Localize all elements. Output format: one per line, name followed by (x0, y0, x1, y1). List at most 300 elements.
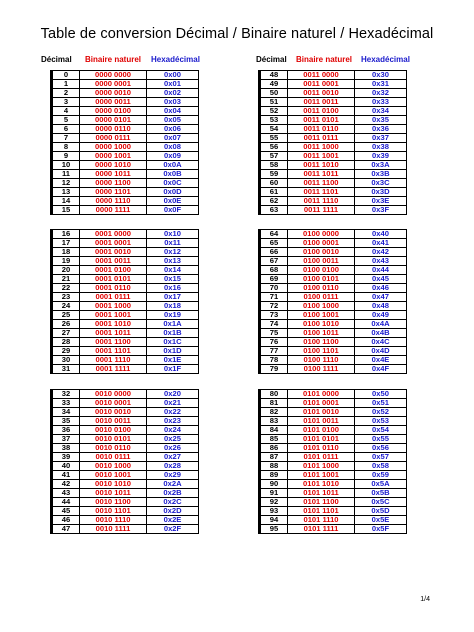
decimal-cell: 40 (52, 462, 80, 471)
decimal-cell: 94 (260, 516, 288, 525)
table-row (52, 356, 199, 365)
table-row (52, 453, 199, 462)
table-row (52, 125, 199, 134)
hex-cell: 0x0B (147, 170, 199, 179)
table-row (52, 338, 199, 347)
table-row (52, 188, 199, 197)
binary-cell: 0011 1101 (288, 188, 355, 197)
hex-cell: 0x4C (355, 338, 407, 347)
table-row (260, 365, 407, 374)
hex-cell: 0x40 (355, 230, 407, 239)
decimal-cell: 92 (260, 498, 288, 507)
decimal-cell: 75 (260, 329, 288, 338)
conversion-table (50, 229, 199, 374)
decimal-cell: 85 (260, 435, 288, 444)
binary-cell: 0011 0100 (288, 107, 355, 116)
decimal-cell: 21 (52, 275, 80, 284)
table-row (260, 152, 407, 161)
hex-cell: 0x13 (147, 257, 199, 266)
binary-cell: 0000 0111 (80, 134, 147, 143)
hex-cell: 0x38 (355, 143, 407, 152)
header-binary: Binaire naturel (85, 55, 142, 64)
decimal-cell: 45 (52, 507, 80, 516)
table-row (52, 107, 199, 116)
table-row (260, 471, 407, 480)
decimal-cell: 22 (52, 284, 80, 293)
hex-cell: 0x48 (355, 302, 407, 311)
binary-cell: 0000 1101 (80, 188, 147, 197)
hex-cell: 0x36 (355, 125, 407, 134)
table-row (52, 197, 199, 206)
hex-cell: 0x18 (147, 302, 199, 311)
decimal-cell: 41 (52, 471, 80, 480)
table-row (260, 356, 407, 365)
hex-cell: 0x17 (147, 293, 199, 302)
table-row (260, 302, 407, 311)
hex-cell: 0x54 (355, 426, 407, 435)
hex-cell: 0x28 (147, 462, 199, 471)
decimal-cell: 16 (52, 230, 80, 239)
table-row (260, 284, 407, 293)
hex-cell: 0x4E (355, 356, 407, 365)
table-row (52, 507, 199, 516)
binary-cell: 0010 0000 (80, 390, 147, 399)
decimal-cell: 10 (52, 161, 80, 170)
hex-cell: 0x3F (355, 206, 407, 215)
table-row (260, 347, 407, 356)
binary-cell: 0101 0000 (288, 390, 355, 399)
binary-cell: 0000 1000 (80, 143, 147, 152)
decimal-cell: 36 (52, 426, 80, 435)
hex-cell: 0x21 (147, 399, 199, 408)
decimal-cell: 26 (52, 320, 80, 329)
decimal-cell: 1 (52, 80, 80, 89)
binary-cell: 0001 0101 (80, 275, 147, 284)
hex-cell: 0x06 (147, 125, 199, 134)
hex-cell: 0x53 (355, 417, 407, 426)
hex-cell: 0x44 (355, 266, 407, 275)
table-row (52, 311, 199, 320)
decimal-cell: 5 (52, 116, 80, 125)
table-row (52, 116, 199, 125)
decimal-cell: 38 (52, 444, 80, 453)
binary-cell: 0000 0011 (80, 98, 147, 107)
hex-cell: 0x1F (147, 365, 199, 374)
table-row (52, 462, 199, 471)
decimal-cell: 54 (260, 125, 288, 134)
binary-cell: 0101 1000 (288, 462, 355, 471)
table-row (260, 516, 407, 525)
table-row (52, 206, 199, 215)
table-row (52, 489, 199, 498)
hex-cell: 0x4A (355, 320, 407, 329)
decimal-cell: 31 (52, 365, 80, 374)
table-row (52, 426, 199, 435)
decimal-cell: 39 (52, 453, 80, 462)
hex-cell: 0x16 (147, 284, 199, 293)
hex-cell: 0x59 (355, 471, 407, 480)
hex-cell: 0x49 (355, 311, 407, 320)
binary-cell: 0000 1010 (80, 161, 147, 170)
table-row (52, 248, 199, 257)
binary-cell: 0010 0100 (80, 426, 147, 435)
binary-cell: 0001 0000 (80, 230, 147, 239)
binary-cell: 0100 1011 (288, 329, 355, 338)
hex-cell: 0x50 (355, 390, 407, 399)
table-row (260, 275, 407, 284)
decimal-cell: 78 (260, 356, 288, 365)
decimal-cell: 82 (260, 408, 288, 417)
binary-cell: 0000 1110 (80, 197, 147, 206)
hex-cell: 0x03 (147, 98, 199, 107)
decimal-cell: 11 (52, 170, 80, 179)
decimal-cell: 93 (260, 507, 288, 516)
table-row (260, 426, 407, 435)
binary-cell: 0101 1110 (288, 516, 355, 525)
table-row (52, 80, 199, 89)
hex-cell: 0x42 (355, 248, 407, 257)
decimal-cell: 13 (52, 188, 80, 197)
binary-cell: 0010 1101 (80, 507, 147, 516)
hex-cell: 0x5B (355, 489, 407, 498)
table-row (52, 239, 199, 248)
decimal-cell: 27 (52, 329, 80, 338)
decimal-cell: 0 (52, 71, 80, 80)
table-row (52, 399, 199, 408)
binary-cell: 0100 0011 (288, 257, 355, 266)
conversion-table (258, 70, 407, 215)
decimal-cell: 24 (52, 302, 80, 311)
hex-cell: 0x05 (147, 116, 199, 125)
decimal-cell: 87 (260, 453, 288, 462)
table-row (260, 71, 407, 80)
decimal-cell: 48 (260, 71, 288, 80)
decimal-cell: 60 (260, 179, 288, 188)
binary-cell: 0010 1011 (80, 489, 147, 498)
table-row (52, 170, 199, 179)
hex-cell: 0x1A (147, 320, 199, 329)
decimal-cell: 76 (260, 338, 288, 347)
table-row (52, 257, 199, 266)
table-row (52, 179, 199, 188)
hex-cell: 0x29 (147, 471, 199, 480)
hex-cell: 0x47 (355, 293, 407, 302)
conversion-block-32-47 (50, 389, 199, 534)
binary-cell: 0011 0111 (288, 134, 355, 143)
decimal-cell: 83 (260, 417, 288, 426)
binary-cell: 0000 0000 (80, 71, 147, 80)
table-row (52, 89, 199, 98)
binary-cell: 0011 0000 (288, 71, 355, 80)
hex-cell: 0x1B (147, 329, 199, 338)
table-row (52, 347, 199, 356)
hex-cell: 0x0C (147, 179, 199, 188)
decimal-cell: 25 (52, 311, 80, 320)
hex-cell: 0x30 (355, 71, 407, 80)
hex-cell: 0x37 (355, 134, 407, 143)
binary-cell: 0001 1010 (80, 320, 147, 329)
table-row (52, 444, 199, 453)
hex-cell: 0x3A (355, 161, 407, 170)
binary-cell: 0000 1011 (80, 170, 147, 179)
header-binary: Binaire naturel (296, 55, 353, 64)
binary-cell: 0001 0111 (80, 293, 147, 302)
hex-cell: 0x5F (355, 525, 407, 534)
decimal-cell: 69 (260, 275, 288, 284)
hex-cell: 0x4D (355, 347, 407, 356)
table-row (260, 462, 407, 471)
binary-cell: 0011 1001 (288, 152, 355, 161)
hex-cell: 0x12 (147, 248, 199, 257)
hex-cell: 0x4F (355, 365, 407, 374)
hex-cell: 0x11 (147, 239, 199, 248)
decimal-cell: 61 (260, 188, 288, 197)
decimal-cell: 7 (52, 134, 80, 143)
conversion-table (258, 229, 407, 374)
hex-cell: 0x0D (147, 188, 199, 197)
decimal-cell: 4 (52, 107, 80, 116)
hex-cell: 0x0F (147, 206, 199, 215)
page-number: 1/4 (420, 596, 430, 603)
binary-cell: 0101 1010 (288, 480, 355, 489)
hex-cell: 0x07 (147, 134, 199, 143)
table-row (260, 248, 407, 257)
table-row (260, 197, 407, 206)
binary-cell: 0100 1110 (288, 356, 355, 365)
table-row (52, 302, 199, 311)
hex-cell: 0x3C (355, 179, 407, 188)
binary-cell: 0001 1011 (80, 329, 147, 338)
table-row (52, 134, 199, 143)
hex-cell: 0x02 (147, 89, 199, 98)
decimal-cell: 67 (260, 257, 288, 266)
decimal-cell: 81 (260, 399, 288, 408)
table-row (260, 320, 407, 329)
binary-cell: 0011 0110 (288, 125, 355, 134)
table-row (260, 498, 407, 507)
table-row (260, 399, 407, 408)
binary-cell: 0000 0100 (80, 107, 147, 116)
hex-cell: 0x2F (147, 525, 199, 534)
hex-cell: 0x5E (355, 516, 407, 525)
table-row (52, 293, 199, 302)
binary-cell: 0001 1101 (80, 347, 147, 356)
hex-cell: 0x2B (147, 489, 199, 498)
binary-cell: 0011 0010 (288, 89, 355, 98)
table-row (260, 311, 407, 320)
table-row (260, 417, 407, 426)
hex-cell: 0x20 (147, 390, 199, 399)
decimal-cell: 18 (52, 248, 80, 257)
hex-cell: 0x46 (355, 284, 407, 293)
hex-cell: 0x10 (147, 230, 199, 239)
decimal-cell: 51 (260, 98, 288, 107)
decimal-cell: 74 (260, 320, 288, 329)
table-row (260, 444, 407, 453)
hex-cell: 0x00 (147, 71, 199, 80)
hex-cell: 0x55 (355, 435, 407, 444)
decimal-cell: 77 (260, 347, 288, 356)
decimal-cell: 86 (260, 444, 288, 453)
table-row (52, 284, 199, 293)
hex-cell: 0x19 (147, 311, 199, 320)
decimal-cell: 88 (260, 462, 288, 471)
table-row (260, 480, 407, 489)
binary-cell: 0101 1011 (288, 489, 355, 498)
decimal-cell: 53 (260, 116, 288, 125)
table-row (260, 206, 407, 215)
decimal-cell: 28 (52, 338, 80, 347)
decimal-cell: 73 (260, 311, 288, 320)
hex-cell: 0x43 (355, 257, 407, 266)
decimal-cell: 56 (260, 143, 288, 152)
header-hex: Hexadécimal (361, 55, 410, 64)
binary-cell: 0011 1011 (288, 170, 355, 179)
conversion-table (50, 389, 199, 534)
conversion-block-64-79 (258, 229, 407, 374)
decimal-cell: 49 (260, 80, 288, 89)
hex-cell: 0x0A (147, 161, 199, 170)
table-row (260, 107, 407, 116)
decimal-cell: 84 (260, 426, 288, 435)
binary-cell: 0100 0010 (288, 248, 355, 257)
decimal-cell: 72 (260, 302, 288, 311)
binary-cell: 0011 0101 (288, 116, 355, 125)
table-row (260, 489, 407, 498)
hex-cell: 0x57 (355, 453, 407, 462)
binary-cell: 0011 1010 (288, 161, 355, 170)
binary-cell: 0100 0000 (288, 230, 355, 239)
table-row (52, 516, 199, 525)
binary-cell: 0011 1110 (288, 197, 355, 206)
binary-cell: 0100 0110 (288, 284, 355, 293)
decimal-cell: 37 (52, 435, 80, 444)
conversion-block-80-95 (258, 389, 407, 534)
hex-cell: 0x04 (147, 107, 199, 116)
hex-cell: 0x31 (355, 80, 407, 89)
decimal-cell: 12 (52, 179, 80, 188)
decimal-cell: 91 (260, 489, 288, 498)
binary-cell: 0101 0101 (288, 435, 355, 444)
document-title: Table de conversion Décimal / Binaire naturel / Hexadécimal (40, 26, 434, 42)
table-row (52, 498, 199, 507)
hex-cell: 0x2C (147, 498, 199, 507)
conversion-block-48-63 (258, 70, 407, 215)
decimal-cell: 89 (260, 471, 288, 480)
decimal-cell: 52 (260, 107, 288, 116)
hex-cell: 0x33 (355, 98, 407, 107)
decimal-cell: 8 (52, 143, 80, 152)
binary-cell: 0101 0011 (288, 417, 355, 426)
binary-cell: 0101 1100 (288, 498, 355, 507)
decimal-cell: 2 (52, 89, 80, 98)
binary-cell: 0101 0111 (288, 453, 355, 462)
decimal-cell: 3 (52, 98, 80, 107)
table-row (260, 116, 407, 125)
binary-cell: 0001 0100 (80, 266, 147, 275)
hex-cell: 0x32 (355, 89, 407, 98)
hex-cell: 0x2D (147, 507, 199, 516)
table-row (52, 230, 199, 239)
hex-cell: 0x45 (355, 275, 407, 284)
binary-cell: 0101 1111 (288, 525, 355, 534)
hex-cell: 0x26 (147, 444, 199, 453)
decimal-cell: 64 (260, 230, 288, 239)
binary-cell: 0001 0001 (80, 239, 147, 248)
table-row (52, 71, 199, 80)
hex-cell: 0x01 (147, 80, 199, 89)
table-row (260, 408, 407, 417)
table-row (260, 179, 407, 188)
decimal-cell: 46 (52, 516, 80, 525)
decimal-cell: 50 (260, 89, 288, 98)
binary-cell: 0100 1111 (288, 365, 355, 374)
binary-cell: 0100 0001 (288, 239, 355, 248)
binary-cell: 0010 0101 (80, 435, 147, 444)
hex-cell: 0x3E (355, 197, 407, 206)
binary-cell: 0010 1010 (80, 480, 147, 489)
binary-cell: 0100 1001 (288, 311, 355, 320)
decimal-cell: 35 (52, 417, 80, 426)
decimal-cell: 68 (260, 266, 288, 275)
hex-cell: 0x39 (355, 152, 407, 161)
hex-cell: 0x25 (147, 435, 199, 444)
table-row (52, 471, 199, 480)
table-row (260, 390, 407, 399)
binary-cell: 0101 0010 (288, 408, 355, 417)
table-row (260, 89, 407, 98)
hex-cell: 0x5C (355, 498, 407, 507)
decimal-cell: 66 (260, 248, 288, 257)
binary-cell: 0100 0100 (288, 266, 355, 275)
header-decimal: Décimal (256, 55, 287, 64)
decimal-cell: 57 (260, 152, 288, 161)
hex-cell: 0x1D (147, 347, 199, 356)
table-row (260, 143, 407, 152)
binary-cell: 0100 1100 (288, 338, 355, 347)
decimal-cell: 43 (52, 489, 80, 498)
binary-cell: 0010 1111 (80, 525, 147, 534)
table-row (52, 143, 199, 152)
binary-cell: 0010 0111 (80, 453, 147, 462)
binary-cell: 0000 0101 (80, 116, 147, 125)
hex-cell: 0x2E (147, 516, 199, 525)
hex-cell: 0x5A (355, 480, 407, 489)
table-row (52, 480, 199, 489)
binary-cell: 0000 1111 (80, 206, 147, 215)
table-row (260, 170, 407, 179)
decimal-cell: 20 (52, 266, 80, 275)
hex-cell: 0x58 (355, 462, 407, 471)
binary-cell: 0001 1111 (80, 365, 147, 374)
table-row (52, 390, 199, 399)
binary-cell: 0000 1001 (80, 152, 147, 161)
binary-cell: 0011 0011 (288, 98, 355, 107)
binary-cell: 0101 0110 (288, 444, 355, 453)
hex-cell: 0x09 (147, 152, 199, 161)
table-row (260, 239, 407, 248)
table-row (260, 161, 407, 170)
decimal-cell: 95 (260, 525, 288, 534)
decimal-cell: 59 (260, 170, 288, 179)
table-row (52, 152, 199, 161)
binary-cell: 0001 1100 (80, 338, 147, 347)
table-row (52, 266, 199, 275)
binary-cell: 0011 1100 (288, 179, 355, 188)
decimal-cell: 15 (52, 206, 80, 215)
hex-cell: 0x52 (355, 408, 407, 417)
hex-cell: 0x35 (355, 116, 407, 125)
